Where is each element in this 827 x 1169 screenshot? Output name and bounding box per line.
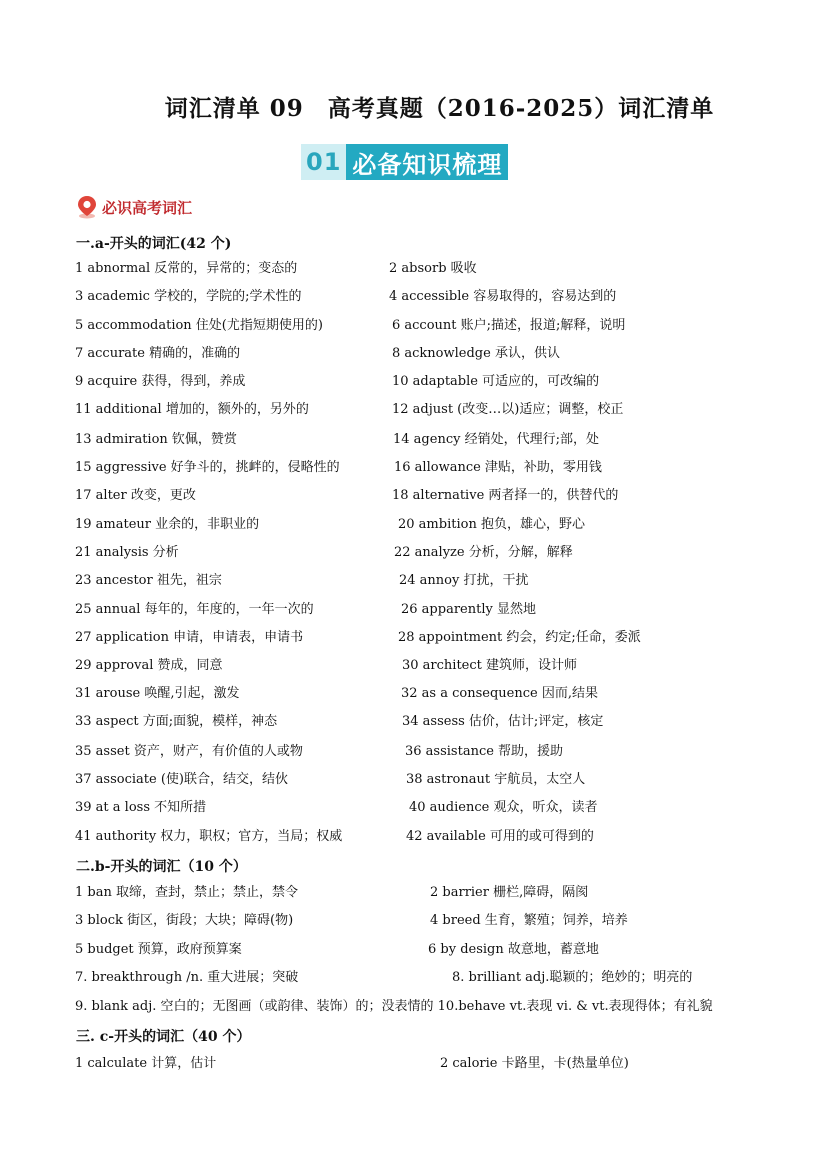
vocab-entry-left: 17 alter 改变，更改 (75, 488, 196, 503)
vocab-entry-left: 21 analysis 分析 (75, 545, 179, 560)
list-item (0, 742, 827, 762)
vocab-entry-right: 38 astronaut 宇航员，太空人 (406, 772, 586, 787)
page-title: 词汇清单 09 高考真题（2016-2025）词汇清单 (164, 95, 715, 122)
vocab-entry-left: 35 asset 资产，财产，有价值的人或物 (75, 744, 303, 759)
vocab-entry-full: 9. blank adj. 空白的；无图画（或韵律、装饰）的；没表情的 10.behave vt.表现 vi. & vt.表现得体；有礼貌 (75, 999, 713, 1014)
vocab-entry-left: 31 arouse 唤醒,引起，激发 (75, 686, 240, 701)
list-item (0, 940, 827, 960)
vocab-entry-left: 41 authority 权力，职权；官方，当局；权威 (75, 829, 343, 844)
list-item (0, 770, 827, 790)
vocab-entry-left: 3 block 街区，街段；大块；障碍(物) (75, 913, 294, 928)
vocab-entry-left: 1 calculate 计算，估计 (75, 1056, 217, 1071)
vocab-entry-right: 4 breed 生育，繁殖；饲养，培养 (430, 913, 628, 928)
vocab-entry-left: 1 abnormal 反常的，异常的；变态的 (75, 261, 298, 276)
list-item (0, 997, 827, 1017)
vocab-entry-right: 6 account 账户;描述，报道;解释，说明 (392, 318, 626, 333)
vocab-entry-right: 2 calorie 卡路里，卡(热量单位) (440, 1056, 629, 1071)
vocab-entry-left: 3 academic 学校的，学院的;学术性的 (75, 289, 302, 304)
vocab-entry-right: 8 acknowledge 承认，供认 (392, 346, 560, 361)
vocab-entry-left: 37 associate (使)联合，结交，结伙 (75, 772, 288, 787)
list-item (0, 400, 827, 420)
list-item (0, 430, 827, 450)
vocab-entry-left: 15 aggressive 好争斗的，挑衅的，侵略性的 (75, 460, 340, 475)
vocab-entry-right: 16 allowance 津贴，补助，零用钱 (394, 460, 602, 475)
vocab-entry-left: 1 ban 取缔，查封，禁止；禁止，禁令 (75, 885, 298, 900)
list-item (0, 712, 827, 732)
vocab-entry-right: 24 annoy 打扰，干扰 (399, 573, 529, 588)
list-item (0, 600, 827, 620)
vocab-entry-right: 26 apparently 显然地 (401, 602, 536, 617)
banner-text: 必备知识梳理 (346, 144, 508, 180)
vocab-entry-right: 2 barrier 栅栏,障碍，隔阂 (430, 885, 589, 900)
vocab-entry-right: 22 analyze 分析，分解，解释 (394, 545, 573, 560)
list-item (0, 344, 827, 364)
vocab-entry-left: 13 admiration 钦佩，赞赏 (75, 432, 237, 447)
banner-number: 01 (301, 144, 346, 180)
list-item (0, 1054, 827, 1074)
section-heading (76, 195, 192, 219)
list-item (0, 911, 827, 931)
list-item (0, 458, 827, 478)
list-item (0, 259, 827, 279)
vocab-entry-right: 40 audience 观众，听众，读者 (409, 800, 598, 815)
list-item (0, 571, 827, 591)
group-heading-b: 二.b-开头的词汇（10 个） (76, 859, 247, 875)
vocab-entry-right: 42 available 可用的或可得到的 (406, 829, 594, 844)
vocab-entry-left: 27 application 申请，申请表，申请书 (75, 630, 304, 645)
vocab-entry-right: 4 accessible 容易取得的，容易达到的 (389, 289, 617, 304)
vocab-entry-right: 14 agency 经销处，代理行;部，处 (393, 432, 599, 447)
section-banner (301, 144, 508, 180)
list-item (0, 316, 827, 336)
vocab-entry-right: 28 appointment 约会，约定;任命，委派 (398, 630, 641, 645)
vocab-entry-left: 7 accurate 精确的，准确的 (75, 346, 241, 361)
vocab-entry-left: 25 annual 每年的，年度的，一年一次的 (75, 602, 314, 617)
section-label: 必识高考词汇 (102, 198, 193, 217)
group-heading-c: 三. c-开头的词汇（40 个） (76, 1029, 251, 1045)
vocab-entry-left: 11 additional 增加的，额外的，另外的 (75, 402, 309, 417)
group-heading-a: 一.a-开头的词汇(42 个) (76, 236, 232, 252)
list-item (0, 656, 827, 676)
list-item (0, 486, 827, 506)
list-item (0, 968, 827, 988)
list-item (0, 287, 827, 307)
vocab-entry-right: 20 ambition 抱负，雄心，野心 (398, 517, 585, 532)
location-pin-icon (76, 195, 98, 219)
list-item (0, 883, 827, 903)
list-item (0, 628, 827, 648)
vocab-entry-left: 19 amateur 业余的，非职业的 (75, 517, 260, 532)
list-item (0, 515, 827, 535)
vocab-entry-left: 9 acquire 获得，得到，养成 (75, 374, 246, 389)
vocab-entry-right: 6 by design 故意地，蓄意地 (428, 942, 599, 957)
vocab-entry-right: 2 absorb 吸收 (389, 261, 477, 276)
list-item (0, 372, 827, 392)
list-item (0, 684, 827, 704)
vocab-entry-right: 32 as a consequence 因而,结果 (401, 686, 598, 701)
vocab-entry-left: 23 ancestor 祖先，祖宗 (75, 573, 222, 588)
vocab-entry-left: 39 at a loss 不知所措 (75, 800, 207, 815)
list-item (0, 543, 827, 563)
vocab-entry-left: 5 budget 预算，政府预算案 (75, 942, 242, 957)
vocab-entry-right: 30 architect 建筑师，设计师 (402, 658, 578, 673)
vocab-entry-left: 33 aspect 方面;面貌，模样，神态 (75, 714, 278, 729)
list-item (0, 827, 827, 847)
vocab-entry-right: 36 assistance 帮助，援助 (405, 744, 564, 759)
vocab-entry-left: 7. breakthrough /n. 重大进展；突破 (75, 970, 299, 985)
vocab-entry-left: 5 accommodation 住处(尤指短期使用的) (75, 318, 323, 333)
vocab-entry-right: 10 adaptable 可适应的，可改编的 (392, 374, 600, 389)
list-item (0, 798, 827, 818)
vocab-entry-right: 8. brilliant adj.聪颖的；绝妙的；明亮的 (452, 970, 693, 985)
vocab-entry-right: 18 alternative 两者择一的，供替代的 (392, 488, 619, 503)
vocab-entry-left: 29 approval 赞成，同意 (75, 658, 223, 673)
vocab-entry-right: 12 adjust (改变…以)适应；调整，校正 (392, 402, 624, 417)
vocab-entry-right: 34 assess 估价，估计;评定，核定 (402, 714, 604, 729)
